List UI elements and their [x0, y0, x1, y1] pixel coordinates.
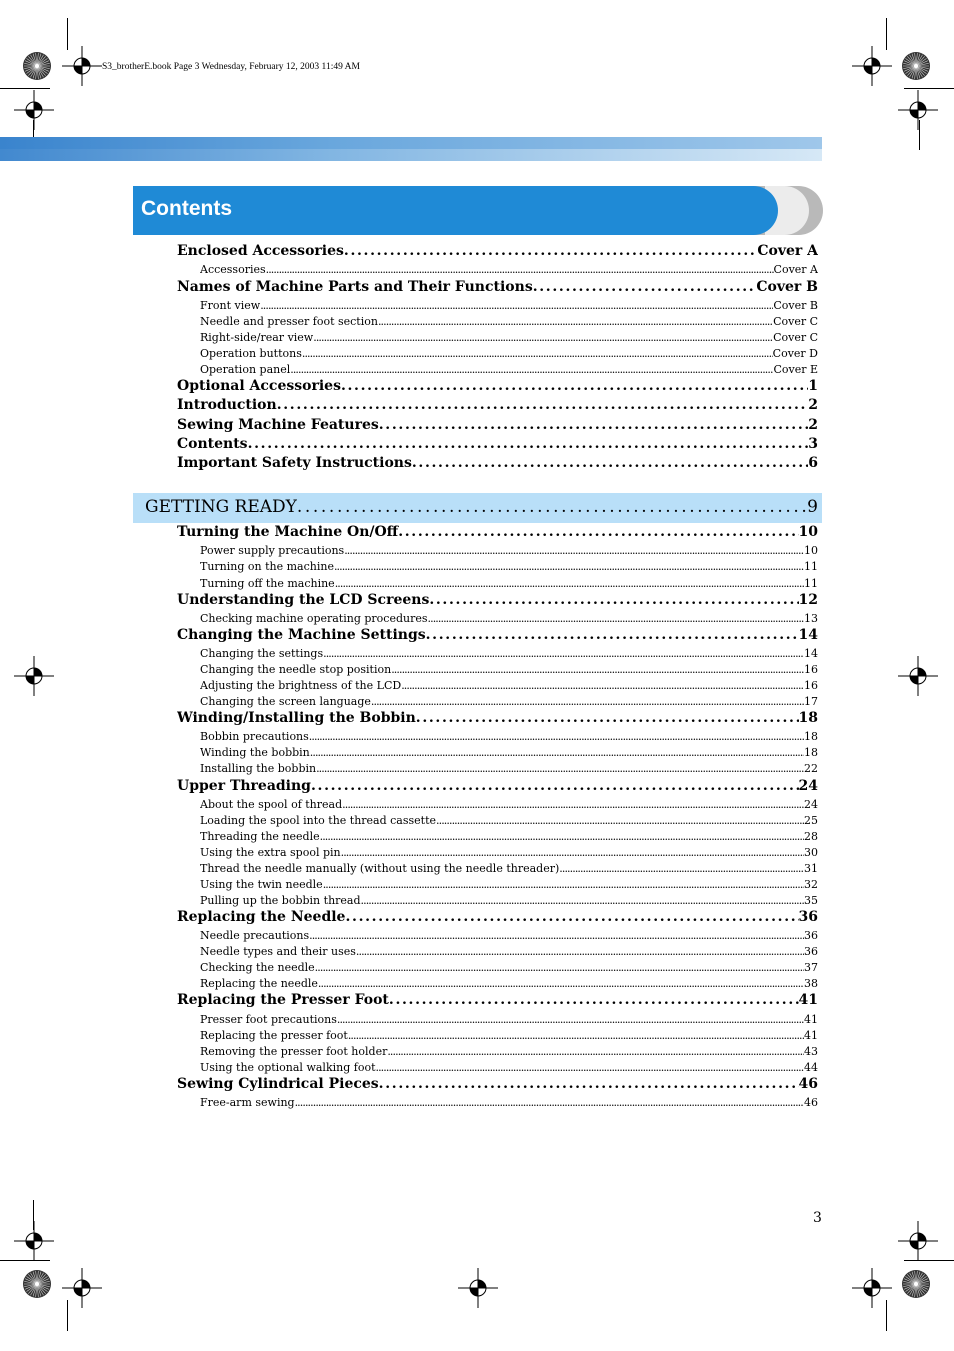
- leader-dots: [311, 778, 799, 794]
- toc-entry-title: Changing the screen language: [200, 695, 371, 708]
- toc-subentry[interactable]: [200, 663, 818, 676]
- toc-entry-title: Turning the Machine On/Off: [177, 524, 399, 540]
- toc-entry-title: Changing the Machine Settings: [177, 627, 426, 643]
- toc-entry-title: Replacing the presser foot: [200, 1029, 348, 1042]
- toc-entry-title: Enclosed Accessories: [177, 243, 344, 259]
- leader-dots: [334, 560, 804, 573]
- registration-crosshair-icon: [898, 90, 938, 130]
- toc-entry-title: Sewing Machine Features: [177, 417, 379, 433]
- leader-dots: [356, 945, 804, 958]
- toc-entry-title: Removing the presser foot holder: [200, 1045, 388, 1058]
- registration-crosshair-icon: [898, 1221, 938, 1261]
- leader-dots: [361, 894, 804, 907]
- leader-dots: [426, 627, 799, 643]
- toc-subentry[interactable]: [200, 315, 818, 328]
- toc-subentry[interactable]: [200, 263, 818, 276]
- toc-entry[interactable]: [177, 279, 818, 295]
- section-title: GETTING READY: [145, 497, 297, 517]
- toc-subentry[interactable]: [200, 894, 818, 907]
- toc-subentry[interactable]: [200, 961, 818, 974]
- toc-subentry[interactable]: [200, 1096, 818, 1109]
- toc-subentry[interactable]: [200, 846, 818, 859]
- leader-dots: [391, 663, 804, 676]
- top-decorative-band: [0, 137, 822, 161]
- registration-crosshair-icon: [14, 656, 54, 696]
- leader-dots: [341, 378, 808, 394]
- trim-line: [67, 18, 68, 50]
- toc-subentry[interactable]: [200, 862, 818, 875]
- toc-subentry[interactable]: [200, 746, 818, 759]
- toc-entry-title: Accessories: [200, 263, 266, 276]
- toc-entry-title: Threading the needle: [200, 830, 320, 843]
- toc-entry-page: Cover B: [756, 279, 818, 295]
- toc-subentry[interactable]: [200, 363, 818, 376]
- toc-subentry[interactable]: [200, 1045, 818, 1058]
- toc-entry-page: 36: [804, 945, 818, 958]
- toc-entry-title: Free-arm sewing: [200, 1096, 295, 1109]
- toc-entry-title: Names of Machine Parts and Their Functions: [177, 279, 533, 295]
- toc-subentry[interactable]: [200, 730, 818, 743]
- trim-line: [33, 1200, 34, 1230]
- toc-entry-page: 41: [804, 1029, 818, 1042]
- toc-entry-title: Thread the needle manually (without using the needle threader): [200, 862, 560, 875]
- toc-subentry[interactable]: [200, 945, 818, 958]
- toc-entry-title: Sewing Cylindrical Pieces: [177, 1076, 379, 1092]
- toc-entry[interactable]: [177, 524, 818, 540]
- leader-dots: [379, 1076, 799, 1092]
- toc-entry-title: Changing the needle stop position: [200, 663, 392, 676]
- toc-entry-page: 38: [804, 977, 818, 990]
- toc-entry-page: 17: [804, 695, 818, 708]
- color-wheel-target-icon: [22, 51, 52, 81]
- trim-line: [67, 1300, 68, 1331]
- toc-entry-page: 22: [804, 762, 818, 775]
- toc-entry-title: Needle and presser foot section: [200, 315, 378, 328]
- leader-dots: [323, 878, 804, 891]
- toc-entry-title: Upper Threading: [177, 778, 311, 794]
- toc-entry-page: Cover C: [773, 315, 818, 328]
- toc-entry[interactable]: [177, 909, 818, 925]
- trim-line: [904, 1260, 954, 1261]
- leader-dots: [429, 592, 798, 608]
- leader-dots: [375, 1061, 804, 1074]
- page-number: 3: [813, 1210, 822, 1226]
- toc-entry-title: Replacing the needle: [200, 977, 318, 990]
- leader-dots: [371, 695, 804, 708]
- leader-dots: [379, 417, 809, 433]
- toc-entry-title: Bobbin precautions: [200, 730, 309, 743]
- leader-dots: [342, 798, 804, 811]
- toc-entry-title: Important Safety Instructions: [177, 455, 412, 471]
- toc-entry-page: Cover E: [773, 363, 818, 376]
- toc-entry-title: Changing the settings: [200, 647, 324, 660]
- section-page: 9: [807, 497, 818, 517]
- toc-entry-page: 14: [798, 627, 818, 643]
- toc-entry[interactable]: [177, 455, 818, 471]
- toc-entry-page: 10: [804, 544, 818, 557]
- leader-dots: [313, 331, 773, 344]
- toc-subentry[interactable]: [200, 798, 818, 811]
- toc-entry-page: 6: [808, 455, 818, 471]
- toc-entry-title: Using the optional walking foot: [200, 1061, 376, 1074]
- toc-entry-page: 11: [804, 577, 818, 590]
- toc-entry-page: 24: [804, 798, 818, 811]
- leader-dots: [290, 363, 773, 376]
- registration-crosshair-icon: [14, 1221, 54, 1261]
- toc-entry-page: 18: [804, 730, 818, 743]
- trim-line: [904, 88, 954, 89]
- toc-entry-title: Replacing the Presser Foot: [177, 992, 389, 1008]
- leader-dots: [389, 992, 799, 1008]
- toc-entry-page: 14: [804, 647, 818, 660]
- toc-entry-page: Cover B: [773, 299, 818, 312]
- toc-subentry[interactable]: [200, 331, 818, 344]
- toc-entry-title: Front view: [200, 299, 261, 312]
- toc-entry-page: 2: [808, 417, 818, 433]
- toc-entry-page: 46: [804, 1096, 818, 1109]
- toc-subentry[interactable]: [200, 929, 818, 942]
- leader-dots: [277, 397, 809, 413]
- leader-dots: [412, 455, 808, 471]
- toc-entry-page: 24: [798, 778, 818, 794]
- toc-entry-title: About the spool of thread: [200, 798, 343, 811]
- toc-entry-page: 32: [804, 878, 818, 891]
- toc-subentry[interactable]: [200, 612, 818, 625]
- toc-subentry[interactable]: [200, 814, 818, 827]
- toc-entry-title: Loading the spool into the thread cassette: [200, 814, 437, 827]
- leader-dots: [344, 243, 757, 259]
- print-header-meta: S3_brotherE.book Page 3 Wednesday, February 12, 2003 11:49 AM: [102, 62, 360, 72]
- toc-subentry[interactable]: [200, 577, 818, 590]
- toc-entry[interactable]: [177, 992, 818, 1008]
- toc-entry-title: Power supply precautions: [200, 544, 345, 557]
- section-header-getting-ready: [133, 493, 822, 523]
- registration-crosshair-icon: [14, 90, 54, 130]
- toc-subentry[interactable]: [200, 977, 818, 990]
- toc-entry[interactable]: [177, 1076, 818, 1092]
- leader-dots: [260, 299, 773, 312]
- toc-entry-page: 36: [804, 929, 818, 942]
- toc-entry-page: 16: [804, 663, 818, 676]
- toc-entry-page: Cover D: [772, 347, 818, 360]
- leader-dots: [428, 612, 804, 625]
- toc-entry[interactable]: [177, 436, 818, 452]
- toc-entry[interactable]: [177, 778, 818, 794]
- color-wheel-target-icon: [901, 51, 931, 81]
- toc-entry-title: Checking machine operating procedures: [200, 612, 428, 625]
- leader-dots: [316, 762, 804, 775]
- toc-entry-page: 28: [804, 830, 818, 843]
- toc-entry-title: Replacing the Needle: [177, 909, 346, 925]
- toc-entry[interactable]: [177, 243, 818, 259]
- toc-entry-title: Operation panel: [200, 363, 291, 376]
- leader-dots: [345, 909, 798, 925]
- toc-entry-page: 31: [804, 862, 818, 875]
- toc-entry-page: 10: [798, 524, 818, 540]
- toc-entry[interactable]: [177, 710, 818, 726]
- toc-entry[interactable]: [177, 417, 818, 433]
- trim-line: [886, 18, 887, 50]
- leader-dots: [297, 497, 807, 517]
- toc-subentry[interactable]: [200, 762, 818, 775]
- toc-entry-title: Winding/Installing the Bobbin: [177, 710, 416, 726]
- trim-line: [919, 120, 920, 150]
- leader-dots: [337, 1013, 804, 1026]
- leader-dots: [310, 746, 804, 759]
- leader-dots: [401, 679, 804, 692]
- leader-dots: [309, 730, 804, 743]
- leader-dots: [318, 977, 804, 990]
- contents-title-bar: [133, 186, 823, 235]
- toc-entry-page: 16: [804, 679, 818, 692]
- toc-entry-page: 41: [798, 992, 818, 1008]
- toc-entry-title: Turning off the machine: [200, 577, 335, 590]
- toc-entry-title: Understanding the LCD Screens: [177, 592, 430, 608]
- toc-subentry[interactable]: [200, 830, 818, 843]
- leader-dots: [266, 263, 774, 276]
- toc-entry-page: 44: [804, 1061, 818, 1074]
- registration-crosshair-icon: [458, 1268, 498, 1308]
- toc-entry-page: 11: [804, 560, 818, 573]
- leader-dots: [295, 1096, 804, 1109]
- toc-entry-title: Needle types and their uses: [200, 945, 356, 958]
- leader-dots: [320, 830, 804, 843]
- toc-entry-title: Contents: [177, 436, 248, 452]
- toc-entry-title: Optional Accessories: [177, 378, 341, 394]
- toc-entry-page: 1: [808, 378, 818, 394]
- toc-subentry[interactable]: [200, 878, 818, 891]
- toc-entry-page: 2: [808, 397, 818, 413]
- toc-entry-page: 3: [808, 436, 818, 452]
- toc-entry-title: Adjusting the brightness of the LCD: [200, 679, 402, 692]
- toc-entry-title: Using the twin needle: [200, 878, 323, 891]
- leader-dots: [335, 577, 804, 590]
- toc-entry-page: Cover A: [773, 263, 818, 276]
- toc-entry-title: Needle precautions: [200, 929, 310, 942]
- toc-entry-title: Operation buttons: [200, 347, 302, 360]
- toc-entry-title: Turning on the machine: [200, 560, 334, 573]
- leader-dots: [323, 647, 804, 660]
- registration-crosshair-icon: [62, 1268, 102, 1308]
- toc-entry[interactable]: [177, 592, 818, 608]
- page-title: Contents: [141, 197, 232, 220]
- leader-dots: [436, 814, 804, 827]
- toc-entry-title: Using the extra spool pin: [200, 846, 341, 859]
- leader-dots: [398, 524, 798, 540]
- leader-dots: [248, 436, 809, 452]
- leader-dots: [387, 1045, 804, 1058]
- toc-subentry[interactable]: [200, 560, 818, 573]
- toc-entry-page: Cover A: [757, 243, 818, 259]
- registration-crosshair-icon: [62, 46, 102, 86]
- toc-entry-page: Cover C: [773, 331, 818, 344]
- toc-entry-page: 12: [798, 592, 818, 608]
- registration-crosshair-icon: [852, 46, 892, 86]
- toc-entry-page: 37: [804, 961, 818, 974]
- toc-entry-page: 18: [798, 710, 818, 726]
- trim-line: [0, 88, 50, 89]
- toc-entry-page: 30: [804, 846, 818, 859]
- leader-dots: [416, 710, 799, 726]
- toc-entry-title: Presser foot precautions: [200, 1013, 337, 1026]
- trim-line: [0, 1260, 50, 1261]
- leader-dots: [302, 347, 773, 360]
- toc-subentry[interactable]: [200, 544, 818, 557]
- toc-entry-title: Introduction: [177, 397, 277, 413]
- toc-subentry[interactable]: [200, 299, 818, 312]
- section-entry[interactable]: [145, 497, 818, 517]
- leader-dots: [378, 315, 773, 328]
- toc-entry-page: 43: [804, 1045, 818, 1058]
- toc-subentry[interactable]: [200, 1013, 818, 1026]
- leader-dots: [559, 862, 804, 875]
- toc-entry-title: Right-side/rear view: [200, 331, 314, 344]
- toc-entry-title: Installing the bobbin: [200, 762, 317, 775]
- toc-entry-title: Pulling up the bobbin thread: [200, 894, 361, 907]
- toc-subentry[interactable]: [200, 679, 818, 692]
- toc-entry-title: Checking the needle: [200, 961, 315, 974]
- leader-dots: [348, 1029, 804, 1042]
- toc-entry[interactable]: [177, 397, 818, 413]
- color-wheel-target-icon: [22, 1269, 52, 1299]
- trim-line: [886, 1300, 887, 1331]
- toc-subentry[interactable]: [200, 695, 818, 708]
- toc-entry-page: 18: [804, 746, 818, 759]
- leader-dots: [315, 961, 804, 974]
- toc-entry-page: 36: [798, 909, 818, 925]
- leader-dots: [533, 279, 757, 295]
- toc-entry[interactable]: [177, 378, 818, 394]
- toc-subentry[interactable]: [200, 347, 818, 360]
- toc-entry[interactable]: [177, 627, 818, 643]
- toc-entry-page: 35: [804, 894, 818, 907]
- toc-entry-page: 46: [798, 1076, 818, 1092]
- color-wheel-target-icon: [901, 1269, 931, 1299]
- leader-dots: [341, 846, 804, 859]
- toc-entry-page: 25: [804, 814, 818, 827]
- leader-dots: [344, 544, 804, 557]
- toc-subentry[interactable]: [200, 647, 818, 660]
- toc-entry-title: Winding the bobbin: [200, 746, 310, 759]
- registration-crosshair-icon: [898, 656, 938, 696]
- toc-entry-page: 41: [804, 1013, 818, 1026]
- toc-subentry[interactable]: [200, 1029, 818, 1042]
- toc-subentry[interactable]: [200, 1061, 818, 1074]
- toc-entry-page: 13: [804, 612, 818, 625]
- leader-dots: [309, 929, 804, 942]
